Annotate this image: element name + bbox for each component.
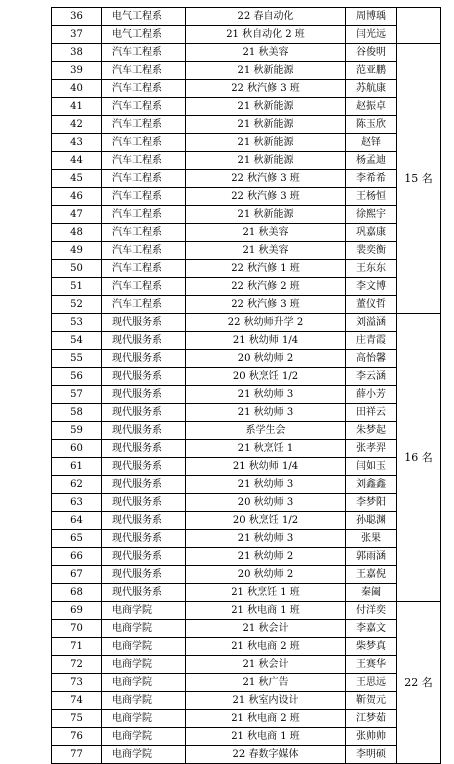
student-name-cell: 张孝羿 [346,440,397,458]
department-cell: 电商学院 [102,674,186,692]
student-name-cell: 田祥云 [346,404,397,422]
table-row [52,512,441,530]
department-cell: 现代服务系 [102,512,186,530]
department-cell: 汽车工程系 [102,116,186,134]
class-cell: 21 秋幼师 3 [186,386,346,404]
row-number: 69 [52,602,102,620]
department-cell: 汽车工程系 [102,170,186,188]
roster-table [51,7,441,764]
student-name-cell: 王嘉倪 [346,566,397,584]
table-row [52,476,441,494]
class-cell: 21 秋幼师 3 [186,476,346,494]
class-cell: 系学生会 [186,422,346,440]
table-row [52,206,441,224]
department-cell: 现代服务系 [102,530,186,548]
table-row [52,386,441,404]
row-number: 47 [52,206,102,224]
row-number: 61 [52,458,102,476]
department-cell: 汽车工程系 [102,260,186,278]
table-row [52,548,441,566]
class-cell: 21 秋幼师 3 [186,530,346,548]
row-number: 63 [52,494,102,512]
department-cell: 现代服务系 [102,458,186,476]
class-cell: 20 秋烹饪 1/2 [186,368,346,386]
table-row [52,134,441,152]
student-name-cell: 李梦阳 [346,494,397,512]
row-number: 53 [52,314,102,332]
department-cell: 电商学院 [102,656,186,674]
class-cell: 22 秋汽修 3 班 [186,188,346,206]
class-cell: 21 秋室内设计 [186,692,346,710]
roster-table-body [52,8,441,764]
row-number: 49 [52,242,102,260]
department-cell: 汽车工程系 [102,206,186,224]
table-row [52,584,441,602]
student-name-cell: 王杨恒 [346,188,397,206]
department-cell: 现代服务系 [102,440,186,458]
student-name-cell: 赵铎 [346,134,397,152]
table-row [52,8,441,26]
row-number: 36 [52,8,102,26]
table-row [52,728,441,746]
class-cell: 21 秋幼师 2 [186,548,346,566]
class-cell: 21 秋新能源 [186,206,346,224]
student-name-cell: 付洋奕 [346,602,397,620]
row-number: 65 [52,530,102,548]
class-cell: 20 秋幼师 3 [186,494,346,512]
department-cell: 汽车工程系 [102,224,186,242]
class-cell: 21 秋烹饪 1 班 [186,584,346,602]
student-name-cell: 范亚鹏 [346,62,397,80]
class-cell: 21 秋新能源 [186,152,346,170]
table-row [52,98,441,116]
table-row [52,350,441,368]
department-cell: 现代服务系 [102,566,186,584]
row-number: 58 [52,404,102,422]
row-number: 50 [52,260,102,278]
department-cell: 现代服务系 [102,314,186,332]
table-row [52,80,441,98]
department-cell: 电商学院 [102,746,186,764]
class-cell: 20 秋烹饪 1/2 [186,512,346,530]
group-count-cell: 22 名 [397,602,441,764]
class-cell: 22 秋汽修 3 班 [186,80,346,98]
class-cell: 22 春自动化 [186,8,346,26]
student-name-cell: 朱梦起 [346,422,397,440]
table-row [52,62,441,80]
class-cell: 22 春数字媒体 [186,746,346,764]
student-name-cell: 庄青霞 [346,332,397,350]
table-row [52,260,441,278]
class-cell: 21 秋新能源 [186,62,346,80]
student-name-cell: 李明硕 [346,746,397,764]
student-name-cell: 郭雨涵 [346,548,397,566]
class-cell: 21 秋新能源 [186,116,346,134]
class-cell: 21 秋电商 2 班 [186,638,346,656]
row-number: 75 [52,710,102,728]
class-cell: 20 秋幼师 2 [186,350,346,368]
row-number: 74 [52,692,102,710]
table-row [52,404,441,422]
department-cell: 汽车工程系 [102,80,186,98]
student-name-cell: 柴梦真 [346,638,397,656]
student-name-cell: 徐熙宇 [346,206,397,224]
student-name-cell: 刘溢涵 [346,314,397,332]
table-row [52,638,441,656]
department-cell: 现代服务系 [102,584,186,602]
department-cell: 现代服务系 [102,404,186,422]
student-name-cell: 王赛华 [346,656,397,674]
row-number: 51 [52,278,102,296]
department-cell: 汽车工程系 [102,44,186,62]
student-name-cell: 靳贺元 [346,692,397,710]
class-cell: 21 秋广告 [186,674,346,692]
class-cell: 21 秋新能源 [186,98,346,116]
department-cell: 现代服务系 [102,386,186,404]
row-number: 67 [52,566,102,584]
class-cell: 21 秋新能源 [186,134,346,152]
class-cell: 21 秋幼师 3 [186,404,346,422]
row-number: 76 [52,728,102,746]
row-number: 39 [52,62,102,80]
table-row [52,278,441,296]
table-row [52,494,441,512]
row-number: 56 [52,368,102,386]
student-name-cell: 王思远 [346,674,397,692]
table-row [52,314,441,332]
department-cell: 电商学院 [102,710,186,728]
student-name-cell: 陈玉欣 [346,116,397,134]
table-row [52,116,441,134]
table-row [52,620,441,638]
department-cell: 电商学院 [102,728,186,746]
row-number: 70 [52,620,102,638]
table-row [52,440,441,458]
student-name-cell: 李云涵 [346,368,397,386]
class-cell: 21 秋美容 [186,44,346,62]
row-number: 37 [52,26,102,44]
department-cell: 现代服务系 [102,548,186,566]
row-number: 42 [52,116,102,134]
student-name-cell: 张帅帅 [346,728,397,746]
table-row [52,746,441,764]
table-row [52,530,441,548]
row-number: 54 [52,332,102,350]
department-cell: 电气工程系 [102,26,186,44]
table-row [52,422,441,440]
department-cell: 电商学院 [102,692,186,710]
department-cell: 电商学院 [102,602,186,620]
department-cell: 汽车工程系 [102,188,186,206]
table-row [52,602,441,620]
student-name-cell: 秦阖 [346,584,397,602]
class-cell: 20 秋幼师 2 [186,566,346,584]
row-number: 64 [52,512,102,530]
class-cell: 21 秋电商 1 班 [186,602,346,620]
student-name-cell: 闫光远 [346,26,397,44]
department-cell: 汽车工程系 [102,98,186,116]
row-number: 46 [52,188,102,206]
row-number: 55 [52,350,102,368]
table-row [52,368,441,386]
row-number: 43 [52,134,102,152]
class-cell: 21 秋美容 [186,224,346,242]
department-cell: 汽车工程系 [102,242,186,260]
row-number: 38 [52,44,102,62]
class-cell: 21 秋幼师 1/4 [186,458,346,476]
row-number: 60 [52,440,102,458]
department-cell: 汽车工程系 [102,62,186,80]
student-name-cell: 闫如玉 [346,458,397,476]
class-cell: 22 秋汽修 3 班 [186,296,346,314]
class-cell: 21 秋幼师 1/4 [186,332,346,350]
table-row [52,152,441,170]
row-number: 59 [52,422,102,440]
row-number: 66 [52,548,102,566]
row-number: 62 [52,476,102,494]
class-cell: 22 秋汽修 3 班 [186,170,346,188]
student-name-cell: 裴奕衡 [346,242,397,260]
table-row [52,332,441,350]
student-name-cell: 巩嘉康 [346,224,397,242]
row-number: 57 [52,386,102,404]
class-cell: 21 秋自动化 2 班 [186,26,346,44]
row-number: 44 [52,152,102,170]
class-cell: 21 秋电商 1 班 [186,728,346,746]
student-name-cell: 李嘉文 [346,620,397,638]
class-cell: 21 秋电商 2 班 [186,710,346,728]
student-name-cell: 王东东 [346,260,397,278]
department-cell: 汽车工程系 [102,152,186,170]
student-name-cell: 高怡馨 [346,350,397,368]
class-cell: 21 秋会计 [186,656,346,674]
table-row [52,26,441,44]
department-cell: 现代服务系 [102,368,186,386]
row-number: 73 [52,674,102,692]
row-number: 72 [52,656,102,674]
student-name-cell: 孙聪渊 [346,512,397,530]
student-name-cell: 董仪哲 [346,296,397,314]
department-cell: 电商学院 [102,638,186,656]
class-cell: 22 秋汽修 2 班 [186,278,346,296]
table-row [52,188,441,206]
table-row [52,296,441,314]
group-count-cell: 16 名 [397,314,441,602]
table-row [52,44,441,62]
group-count-cell [397,8,441,44]
table-row [52,170,441,188]
student-name-cell: 李希希 [346,170,397,188]
student-name-cell: 苏航康 [346,80,397,98]
student-name-cell: 薛小芳 [346,386,397,404]
department-cell: 汽车工程系 [102,134,186,152]
row-number: 71 [52,638,102,656]
department-cell: 现代服务系 [102,476,186,494]
row-number: 41 [52,98,102,116]
department-cell: 现代服务系 [102,494,186,512]
row-number: 52 [52,296,102,314]
student-name-cell: 江梦茹 [346,710,397,728]
table-row [52,710,441,728]
student-name-cell: 李文博 [346,278,397,296]
student-name-cell: 赵振卓 [346,98,397,116]
student-name-cell: 刘鑫鑫 [346,476,397,494]
table-row [52,692,441,710]
class-cell: 21 秋美容 [186,242,346,260]
table-row [52,458,441,476]
department-cell: 汽车工程系 [102,296,186,314]
table-row [52,242,441,260]
student-name-cell: 谷俊明 [346,44,397,62]
row-number: 77 [52,746,102,764]
department-cell: 电气工程系 [102,8,186,26]
department-cell: 现代服务系 [102,350,186,368]
class-cell: 21 秋烹饪 1 [186,440,346,458]
student-name-cell: 周博瑀 [346,8,397,26]
class-cell: 22 秋幼师升学 2 [186,314,346,332]
class-cell: 21 秋会计 [186,620,346,638]
row-number: 68 [52,584,102,602]
row-number: 48 [52,224,102,242]
class-cell: 22 秋汽修 1 班 [186,260,346,278]
department-cell: 现代服务系 [102,422,186,440]
table-row [52,224,441,242]
table-row [52,674,441,692]
department-cell: 现代服务系 [102,332,186,350]
department-cell: 汽车工程系 [102,278,186,296]
student-name-cell: 杨孟迪 [346,152,397,170]
group-count-cell: 15 名 [397,44,441,314]
row-number: 40 [52,80,102,98]
table-row [52,656,441,674]
row-number: 45 [52,170,102,188]
student-name-cell: 张果 [346,530,397,548]
table-row [52,566,441,584]
department-cell: 电商学院 [102,620,186,638]
